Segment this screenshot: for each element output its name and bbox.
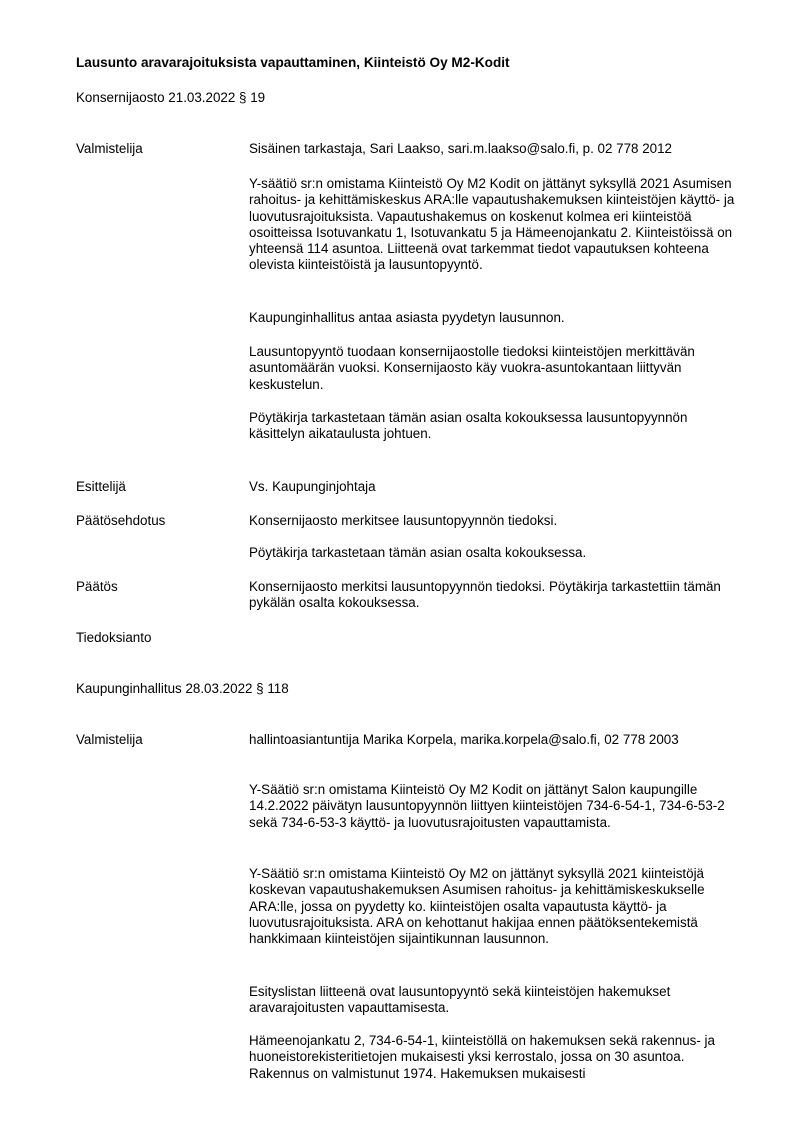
meeting1-heading: Konsernijaosto 21.03.2022 § 19 xyxy=(76,90,266,105)
meeting1-valmistelija-label: Valmistelija xyxy=(76,141,143,156)
meeting2-paragraph-3: Esityslistan liitteenä ovat lausuntopyyntö sekä kiinteistöjen hakemukset aravarajoitusten vapauttamisesta. xyxy=(249,984,671,1016)
meeting1-valmistelija-text: Sisäinen tarkastaja, Sari Laakso, sari.m.laakso@salo.fi, p. 02 778 2012 xyxy=(249,141,672,156)
paatosehdotus-text-1: Konsernijaosto merkitsee lausuntopyynnön tiedoksi. xyxy=(249,513,558,528)
document-title: Lausunto aravarajoituksista vapauttaminen, Kiinteistö Oy M2-Kodit xyxy=(76,55,510,70)
meeting1-paragraph-3: Lausuntopyyntö tuodaan konsernijaostolle tiedoksi kiinteistöjen merkittävän asuntomäärän vuoksi. Konsernijaosto käy vuokra-asuntokantaan liittyvän keskustelun. xyxy=(249,344,695,392)
paatos-text: Konsernijaosto merkitsi lausuntopyynnön tiedoksi. Pöytäkirja tarkastettiin tämän pykälän osalta kokouksessa. xyxy=(249,579,721,611)
meeting2-valmistelija-text: hallintoasiantuntija Marika Korpela, marika.korpela@salo.fi, 02 778 2003 xyxy=(249,732,679,747)
esittelija-text: Vs. Kaupunginjohtaja xyxy=(249,479,376,494)
meeting2-paragraph-2: Y-Säätiö sr:n omistama Kiinteistö Oy M2 on jättänyt syksyllä 2021 kiinteistöjä koskevan vapautushakemuksen Asumisen rahoitus- ja kehittämiskeskukselle ARA:lle, jossa on pyydetty ko. kiinteistöjen osalta vapautusta käyttö- ja luovutusrajoituksista. ARA on kehottanut hakijaa ennen päätöksentekemistä hankkimaan kiinteistöjen sijaintikunnan lausunnon. xyxy=(249,866,705,947)
meeting2-paragraph-4: Hämeenojankatu 2, 734-6-54-1, kiinteistöllä on hakemuksen sekä rakennus- ja huoneistorekisteritietojen mukaisesti yksi kerrostalo, jossa on 30 asuntoa. Rakennus on valmistunut 1974. Hakemuksen mukaisesti xyxy=(249,1033,715,1081)
esittelija-label: Esittelijä xyxy=(76,479,126,494)
paatos-label: Päätös xyxy=(76,579,118,594)
meeting1-paragraph-4: Pöytäkirja tarkastetaan tämän asian osalta kokouksessa lausuntopyynnön käsittelyn aikataulusta johtuen. xyxy=(249,410,688,442)
meeting2-heading: Kaupunginhallitus 28.03.2022 § 118 xyxy=(76,681,289,696)
meeting1-paragraph-2: Kaupunginhallitus antaa asiasta pyydetyn lausunnon. xyxy=(249,310,565,325)
meeting2-valmistelija-label: Valmistelija xyxy=(76,732,143,747)
tiedoksianto-label: Tiedoksianto xyxy=(76,630,152,645)
meeting1-paragraph-1: Y-säätiö sr:n omistama Kiinteistö Oy M2 Kodit on jättänyt syksyllä 2021 Asumisen rahoitus- ja kehittämiskeskus ARA:lle vapautushakemuksen kiinteistöjen käyttö- ja luovutusrajoituksista. Vapautushakemus on koskenut kolmea eri kiinteistöä osoitteissa Isotuvankatu 1, Isotuvankatu 5 ja Hämeenojankatu 2. Kiinteistöissä on yhteensä 114 asuntoa. Liitteenä ovat tarkemmat tiedot vapautuksen kohteena olevista kiinteistöistä ja lausuntopyyntö. xyxy=(249,176,735,273)
meeting2-paragraph-1: Y-Säätiö sr:n omistama Kiinteistö Oy M2 Kodit on jättänyt Salon kaupungille 14.2.2022 päivätyn lausuntopyynnön liittyen kiinteistöjen 734-6-54-1, 734-6-53-2 sekä 734-6-53-3 käyttö- ja luovutusrajoitusten vapauttamista. xyxy=(249,782,725,830)
paatosehdotus-label: Päätösehdotus xyxy=(76,513,166,528)
paatosehdotus-text-2: Pöytäkirja tarkastetaan tämän asian osalta kokouksessa. xyxy=(249,545,587,560)
